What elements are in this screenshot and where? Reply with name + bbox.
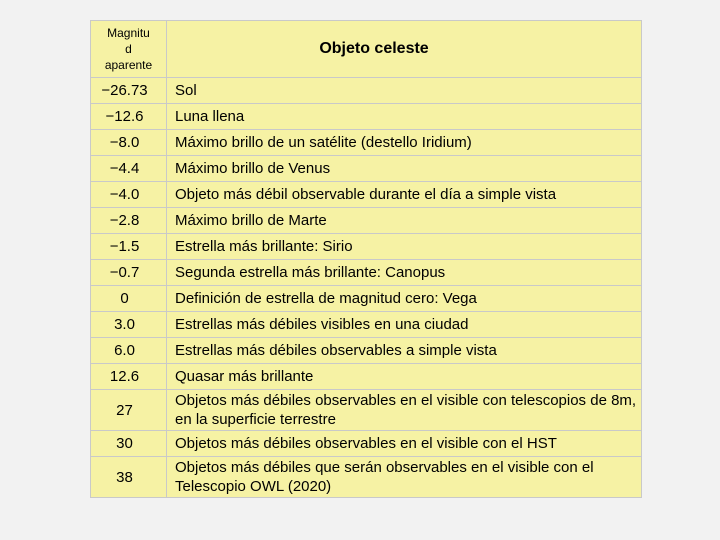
object-cell: Máximo brillo de Marte: [167, 208, 642, 234]
table-row: [91, 208, 642, 234]
object-cell: Objetos más débiles observables en el visible con el HST: [167, 431, 642, 457]
object-cell: Máximo brillo de un satélite (destello Iridium): [167, 130, 642, 156]
object-cell: Estrellas más débiles visibles en una ciudad: [167, 312, 642, 338]
magnitude-cell: 30: [91, 431, 167, 457]
object-cell: Definición de estrella de magnitud cero: Vega: [167, 286, 642, 312]
magnitude-cell: −26.73: [91, 78, 167, 104]
object-cell: Segunda estrella más brillante: Canopus: [167, 260, 642, 286]
table-row: [91, 182, 642, 208]
table-row: [91, 286, 642, 312]
object-cell: Quasar más brillante: [167, 364, 642, 390]
magnitude-table: [90, 20, 642, 498]
object-cell: Estrellas más débiles observables a simple vista: [167, 338, 642, 364]
table-row: [91, 312, 642, 338]
table-row: [91, 457, 642, 498]
magnitude-cell: −12.6: [91, 104, 167, 130]
object-cell: Máximo brillo de Venus: [167, 156, 642, 182]
table-row: [91, 130, 642, 156]
table-row: [91, 156, 642, 182]
magnitude-cell: −2.8: [91, 208, 167, 234]
object-cell: Sol: [167, 78, 642, 104]
header-celestial-object: Objeto celeste: [167, 21, 642, 78]
object-cell: Estrella más brillante: Sirio: [167, 234, 642, 260]
magnitude-cell: −0.7: [91, 260, 167, 286]
magnitude-cell: 27: [91, 390, 167, 431]
magnitude-cell: 3.0: [91, 312, 167, 338]
header-apparent-magnitude: Magnitu d aparente: [91, 21, 167, 78]
table-row: [91, 338, 642, 364]
object-cell: Objetos más débiles observables en el visible con telescopios de 8m, en la superficie terrestre: [167, 390, 642, 431]
magnitude-cell: −8.0: [91, 130, 167, 156]
table-row: [91, 234, 642, 260]
table-row: [91, 364, 642, 390]
magnitude-cell: 38: [91, 457, 167, 498]
magnitude-cell: −4.0: [91, 182, 167, 208]
magnitude-cell: 12.6: [91, 364, 167, 390]
magnitude-cell: −4.4: [91, 156, 167, 182]
table-row: [91, 78, 642, 104]
magnitude-cell: 0: [91, 286, 167, 312]
table-header-row: [91, 21, 642, 78]
object-cell: Luna llena: [167, 104, 642, 130]
magnitude-cell: 6.0: [91, 338, 167, 364]
table-row: [91, 390, 642, 431]
magnitude-cell: −1.5: [91, 234, 167, 260]
object-cell: Objetos más débiles que serán observables en el visible con el Telescopio OWL (2020): [167, 457, 642, 498]
table-row: [91, 104, 642, 130]
object-cell: Objeto más débil observable durante el día a simple vista: [167, 182, 642, 208]
table-row: [91, 260, 642, 286]
table-row: [91, 431, 642, 457]
